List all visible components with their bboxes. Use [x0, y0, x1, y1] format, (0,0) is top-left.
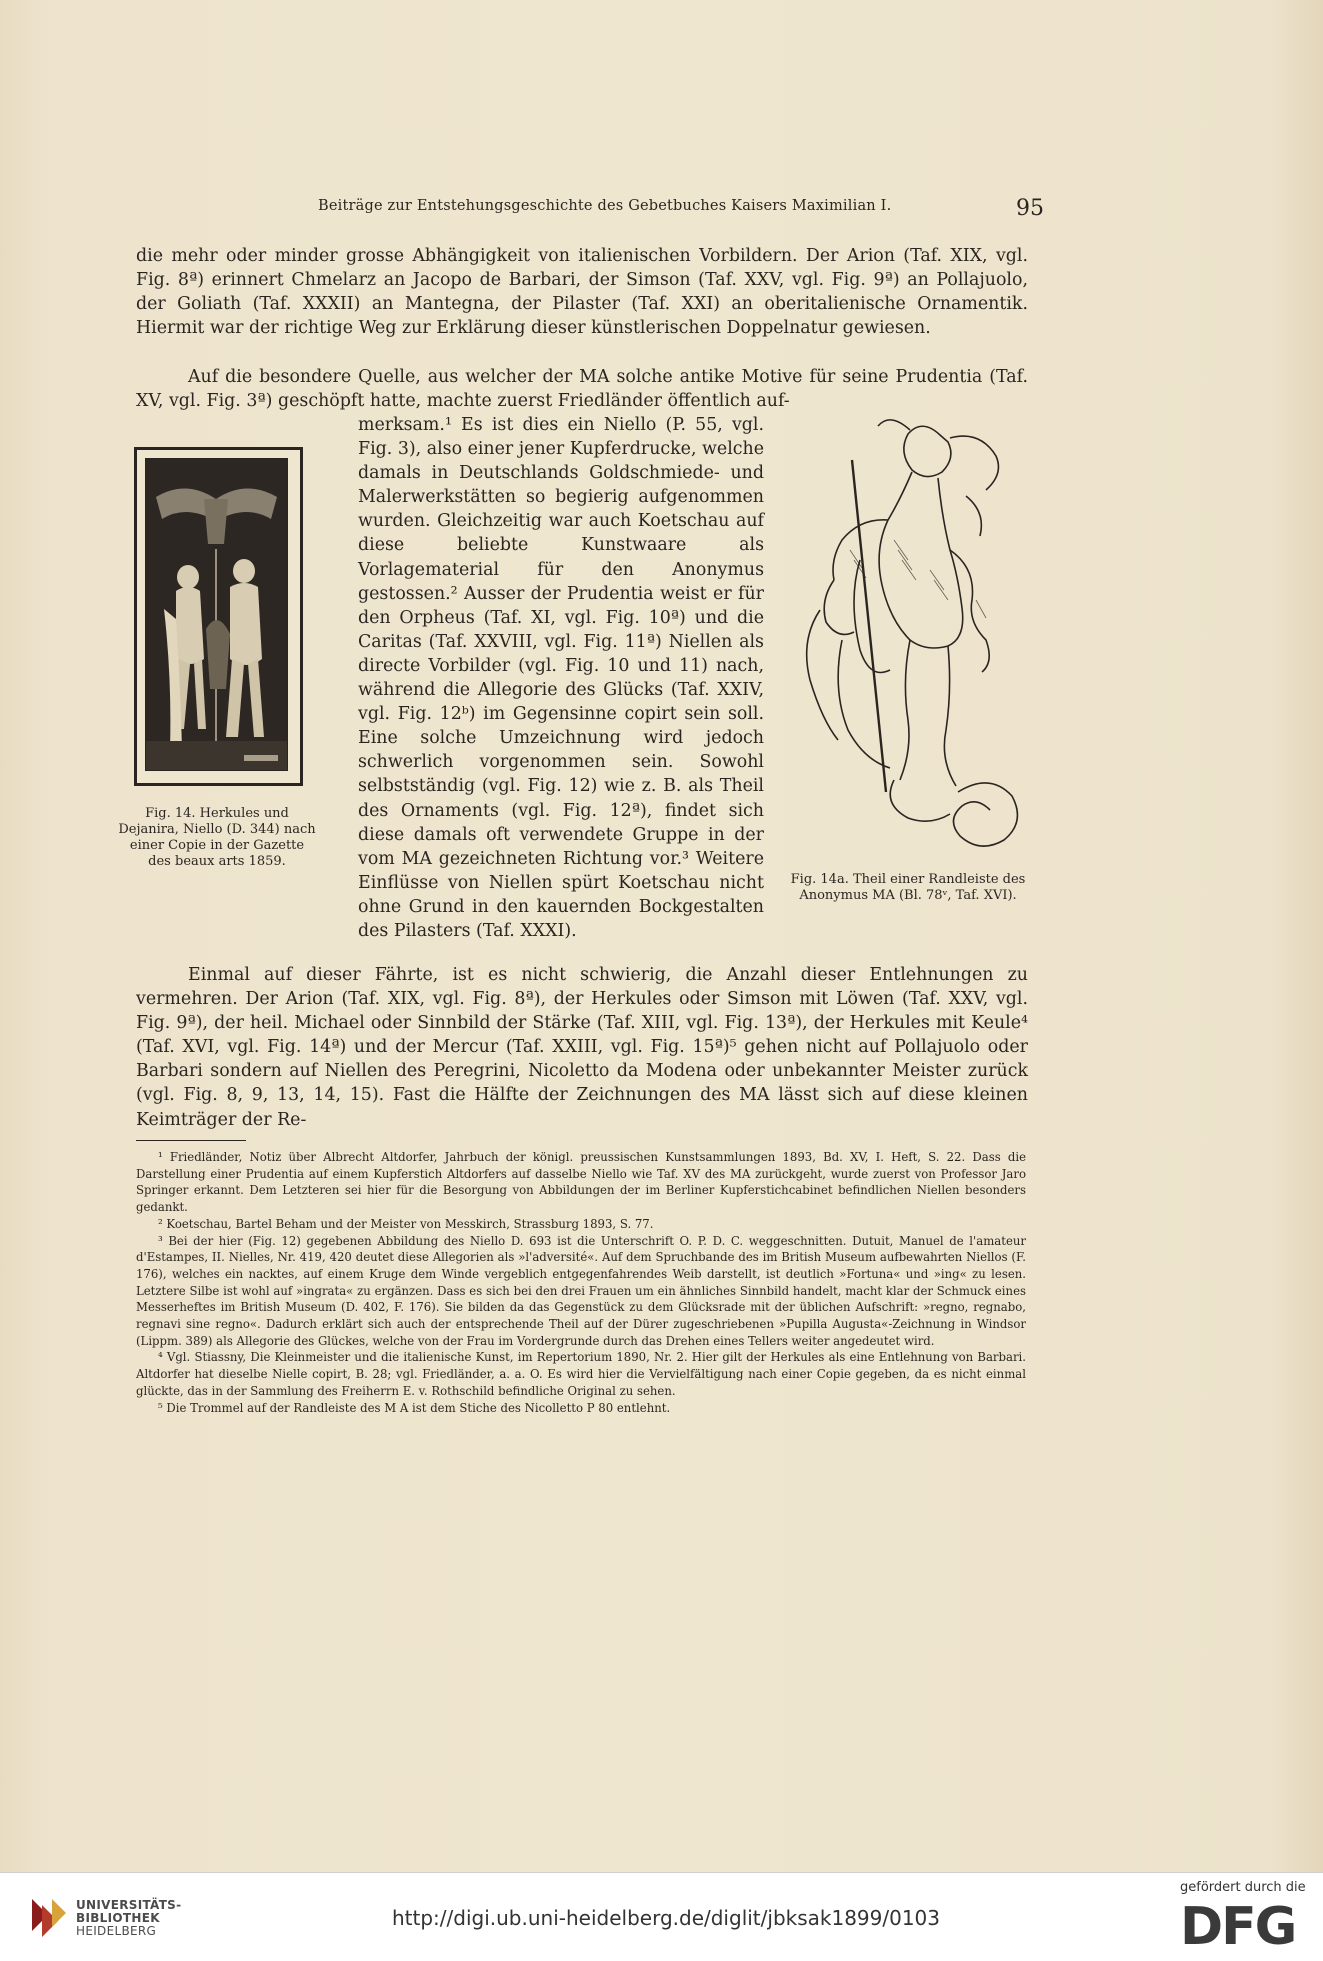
library-logo-icon — [28, 1895, 70, 1941]
footnote-5: ⁵ Die Trommel auf der Randleiste des M A ist dem Stiche des Nicolletto P 80 entlehnt. — [158, 1400, 671, 1415]
footnote-3: ³ Bei der hier (Fig. 12) gegebenen Abbildung des Niello D. 693 ist die Unterschrift O. P. D. C. weggeschnitten. Dutuit, Manuel de l'amateur d'Estampes, II. Nielles, Nr. 419, 420 deutet diese Allegorien als »l'adversité«. Auf dem Spruchbande des im British Museum aufbewahrten Niellos (F. 176), welches ein nacktes, auf einem Kruge dem Winde vergeblich entgegenfahrendes Weib darstellt, ist deutlich »Fortuna« und »ing« zu lesen. Letztere Silbe ist wohl auf »ingrata« zu ergänzen. Dass es sich bei den drei Frauen um ein ähnliches Sinnbild handelt, macht klar der Schmuck eines Messerheftes im British Museum (D. 402, F. 176). Sie bilden da das Gegenstück zu dem Glücksrade mit der üblichen Aufschrift: »regno, regnabo, regnavi sine regno«. Dadurch erklärt sich auch der entsprechende Theil auf der Dürer zugeschriebenen »Pupilla Augusta«-Zeichnung in Windsor (Lippm. 389) als Allegorie des Glückes, welche von der Frau im Vordergrunde durch das Drehen eines Tellers weiter angedeutet wird. — [136, 1233, 1026, 1348]
permalink-url[interactable]: http://digi.ub.uni-heidelberg.de/diglit/jbksak1899/0103 — [392, 1906, 941, 1930]
paragraph-3: Einmal auf dieser Fährte, ist es nicht schwierig, die Anzahl dieser Entlehnungen zu vermehren. Der Arion (Taf. XIX, vgl. Fig. 8ª), der Herkules oder Simson mit Löwen (Taf. XXV, vgl. Fig. 9ª), der heil. Michael oder Sinnbild der Stärke (Taf. XIII, vgl. Fig. 13ª), der Herkules mit Keule⁴ (Taf. XVI, vgl. Fig. 14ª) und der Mercur (Taf. XXIII, vgl. Fig. 15ª)⁵ gehen nicht auf Pollajuolo oder Barbari sondern auf Niellen des Peregrini, Nicoletto da Modena oder unbekannter Meister zurück (vgl. Fig. 8, 9, 13, 14, 15). Fast die Hälfte der Zeichnungen des MA lässt sich auf diese kleinen Keimträger der Re- — [136, 965, 1028, 1130]
footer-bar — [0, 1872, 1323, 1961]
paragraph-1: die mehr oder minder grosse Abhängigkeit von italienischen Vorbildern. Der Arion (Taf. XIX, vgl. Fig. 8ª) erinnert Chmelarz an Jacopo de Barbari, der Simson (Taf. XXV, vgl. Fig. 9ª) an Pollajuolo, der Goliath (Taf. XXXII) an Mantegna, der Pilaster (Taf. XXI) an oberitalienische Ornamentik. Hiermit war der richtige Weg zur Erklärung dieser künstlerischen Doppelnatur gewiesen. — [136, 246, 1028, 339]
page-number: 95 — [1016, 196, 1044, 221]
figure-14a-caption: Fig. 14a. Theil einer Randleiste des Anonymus MA (Bl. 78ᵛ, Taf. XVI). — [790, 872, 1026, 903]
library-line-1: UNIVERSITÄTS- — [76, 1898, 182, 1912]
herkules-dejanira-illustration — [146, 459, 287, 770]
footnote-rule — [136, 1140, 246, 1141]
dfg-logo: DFG — [1180, 1897, 1296, 1957]
figure-14a-randleiste — [790, 400, 1030, 865]
paragraph-2-intro: Auf die besondere Quelle, aus welcher der MA solche antike Motive für seine Prudentia (Taf. XV, vgl. Fig. 3ª) geschöpft hatte, machte zuerst Friedländer öffentlich auf- — [136, 367, 1028, 412]
footnote-4: ⁴ Vgl. Stiassny, Die Kleinmeister und die italienische Kunst, im Repertorium 1890, Nr. 2. Hier gilt der Herkules als eine Entlehnung von Barbari. Altdorfer hat dieselbe Nielle copirt, B. 28; vgl. Friedländer, a. a. O. Es wird hier die Vervielfältigung nach einer Copie gegeben, da es nicht einmal glückte, das in der Sammlung des Freiherrn E. v. Rothschild befindliche Original zu sehen. — [136, 1350, 1026, 1398]
paragraph-2-column: merksam.¹ Es ist dies ein Niello (P. 55, vgl. Fig. 3), also einer jener Kupferdrucke, welche damals in Deutschlands Goldschmiede- und Malerwerkstätten so begierig aufgenommen wurden. Gleichzeitig war auch Koetschau auf diese beliebte Kunstwaare als Vorlagematerial für den Anonymus gestossen.² Ausser der Prudentia weist er für den Orpheus (Taf. XI, vgl. Fig. 10ª) und die Caritas (Taf. XXVIII, vgl. Fig. 11ª) Niellen als directe Vorbilder (vgl. Fig. 10 und 11) nach, während die Allegorie des Glücks (Taf. XXIV, vgl. Fig. 12ᵇ) im Gegensinne copirt sein soll. Eine solche Umzeichnung wird jedoch schwerlich vorgenommen sein. Sowohl selbstständig (vgl. Fig. 12) wie z. B. als Theil des Ornaments (vgl. Fig. 12ª), findet sich diese damals oft verwendete Gruppe in der vom MA gezeichneten Richtung vor.³ Weitere Einflüsse von Niellen spürt Koetschau nicht ohne Grund in den kauernden Bockgestalten des Pilasters (Taf. XXXI). — [358, 415, 765, 941]
footnote-1: ¹ Friedländer, Notiz über Albrecht Altdorfer, Jahrbuch der königl. preussischen Kunstsammlungen 1893, Bd. XV, I. Heft, S. 22. Dass die Darstellung einer Prudentia auf einem Kupferstich Altdorfers auf dasselbe Niello wie Taf. XV des MA zurückgeht, wurde zuerst von Professor Jaro Springer erkannt. Dem Letzteren sei hier für die Besorgung von Abbildungen der im Berliner Kupferstichcabinet befindlichen Niellen besonders gedankt. — [136, 1150, 1026, 1215]
library-line-2: BIBLIOTHEK — [76, 1911, 160, 1925]
footnotes — [136, 1149, 1026, 1416]
figure-14-caption: Fig. 14. Herkules und Dejanira, Niello (D. 344) nach einer Copie in der Gazette des beaux arts 1859. — [118, 806, 316, 869]
figure-14-niello — [134, 447, 303, 786]
library-line-3: HEIDELBERG — [76, 1924, 157, 1938]
herkules-with-club-drawing — [790, 400, 1030, 865]
footnote-2: ² Koetschau, Bartel Beham und der Meister von Messkirch, Strassburg 1893, S. 77. — [158, 1216, 654, 1231]
niello-image — [145, 458, 288, 771]
funding-label: gefördert durch die — [1180, 1880, 1306, 1895]
library-name — [76, 1899, 181, 1938]
running-head: Beiträge zur Entstehungsgeschichte des Gebetbuches Kaisers Maximilian I. — [318, 198, 892, 214]
